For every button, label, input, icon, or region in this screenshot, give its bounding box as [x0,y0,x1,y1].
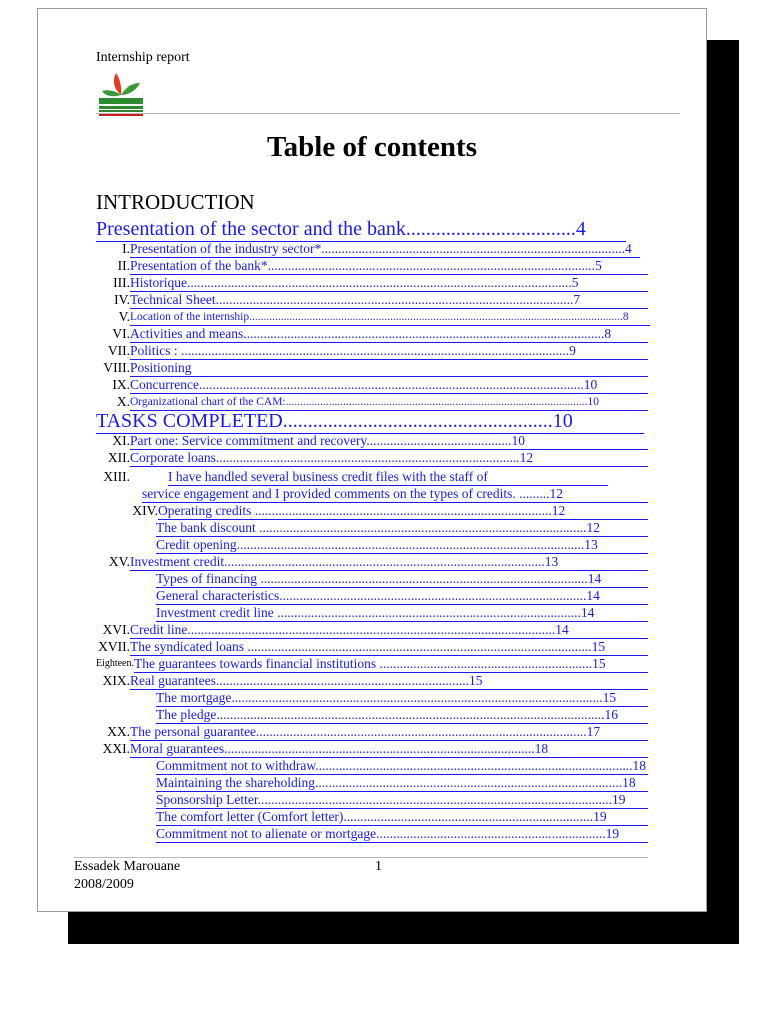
toc-entry-link[interactable]: Credit opening.......................................................................................................13 [156,537,648,554]
toc-entry-link[interactable]: Investment credit line ..........................................................................................14 [156,605,648,622]
toc-entry-link[interactable]: Politics : ...................................................................................................................9 [130,343,648,360]
toc-entry-number: VI. [112,326,130,341]
toc-entry-link[interactable]: Presentation of the sector and the bank..................................4 [96,217,626,242]
toc-entry[interactable] [38,377,706,393]
toc-entry-link[interactable]: The comfort letter (Comfort letter)..........................................................................19 [156,809,648,826]
footer-author: Essadek Marouane [74,859,181,874]
toc-entry-link[interactable]: Moral guarantees............................................................................................18 [130,741,648,758]
toc-entry[interactable] [38,639,706,655]
toc-entry[interactable] [38,537,706,553]
toc-entry-number: XIV. [132,503,158,518]
toc-entry-link[interactable]: Commitment not to withdraw..............................................................................................18 [156,758,646,773]
toc-entry-link[interactable]: The bank discount .................................................................................................12 [156,520,648,537]
toc-entry[interactable] [38,588,706,604]
toc-entry[interactable] [38,409,706,433]
toc-entry-link[interactable]: Presentation of the industry sector*..........................................................................................4 [130,241,640,258]
toc-entry-link[interactable]: Presentation of the bank*.................................................................................................5 [130,258,648,275]
document-page [37,8,707,912]
toc-entry-link[interactable]: Operating credits ........................................................................................12 [158,503,648,520]
footer-year: 2008/2009 [74,877,134,892]
toc-entry-link[interactable]: Types of financing .................................................................................................14 [156,571,648,588]
toc-entry-number: XX. [107,724,130,739]
toc-entry-number: Eighteen. [95,658,134,669]
footer-page-number: 1 [375,859,382,874]
toc-entry-link[interactable]: The syndicated loans ......................................................................................................15 [130,639,648,656]
toc-entry-number: I. [122,241,130,256]
toc-entry[interactable] [38,707,706,723]
toc-entry[interactable] [38,792,706,808]
page-title: Table of contents [267,131,477,163]
toc-entry-link[interactable]: Historique..................................................................................................................5 [130,275,648,292]
toc-entry-link[interactable]: Commitment not to alienate or mortgage....................................................................19 [156,826,648,843]
toc-entry-link[interactable]: Real guarantees...........................................................................15 [130,673,648,690]
toc-entry-link[interactable]: The mortgage..............................................................................................................15 [156,690,648,707]
toc-entry-number: IV. [114,292,130,307]
toc-entry[interactable] [38,469,706,485]
toc-entry-link[interactable]: Concurrence..................................................................................................................10 [130,377,648,394]
toc-entry[interactable] [38,326,706,342]
toc-entry-link[interactable]: Technical Sheet..........................................................................................................7 [130,292,648,309]
toc-entry[interactable] [38,826,706,842]
toc-entry[interactable] [38,775,706,791]
toc-entry[interactable] [38,292,706,308]
toc-entry[interactable] [38,690,706,706]
toc-entry-link[interactable]: Investment credit...............................................................................................13 [130,554,648,571]
toc-entry[interactable] [38,217,706,241]
toc-entry-number: XIII. [103,469,130,484]
toc-entry-number: XV. [108,554,130,569]
toc-entry[interactable] [38,309,706,325]
toc-entry[interactable] [38,394,706,410]
toc-entry[interactable] [38,673,706,689]
toc-entry-link[interactable]: TASKS COMPLETED......................................................10 [96,409,644,434]
toc-entry-number: II. [117,258,130,273]
toc-entry-link[interactable]: The pledge...................................................................................................................16 [156,707,648,724]
toc-entry-link[interactable]: Organizational chart of the CAM:.........................................................................................................10 [130,394,648,411]
toc-entry-number: IX. [112,377,130,392]
toc-entry[interactable] [38,741,706,757]
toc-entry[interactable] [38,450,706,466]
toc-entry-link[interactable]: Positioning [130,360,648,377]
toc-entry-link[interactable]: Maintaining the shareholding...........................................................................................18 [156,775,648,792]
introduction-heading: INTRODUCTION [96,190,255,214]
toc-entry-number: VII. [107,343,130,358]
toc-entry[interactable] [38,554,706,570]
toc-entry-link[interactable]: General characteristics...........................................................................................14 [156,588,648,605]
toc-entry-number: X. [116,394,130,409]
toc-entry-number: XXI. [102,741,130,756]
toc-entry-number: III. [113,275,130,290]
toc-entry-link[interactable]: Corporate loans..........................................................................................12 [130,450,648,467]
toc-entry-link[interactable]: service engagement and I provided comments on the types of credits. .........12 [142,486,648,503]
toc-entry-number: XVI. [102,622,130,637]
footer-rule [74,857,648,858]
toc-entry-link[interactable]: The guarantees towards financial institutions ...............................................................15 [134,656,648,673]
toc-entry[interactable] [38,758,706,774]
toc-entry-link[interactable]: Location of the internship..................................................................................................................................8 [130,309,650,326]
toc-entry[interactable] [38,241,706,257]
page-shadow-bottom [68,912,739,944]
toc-entry-link[interactable]: I have handled several business credit files with the staff of [168,469,608,486]
toc-entry[interactable] [38,656,706,672]
toc-entry-number: VIII. [103,360,130,375]
header-text: Internship report [96,50,190,65]
toc-entry[interactable] [38,809,706,825]
toc-entry[interactable] [38,258,706,274]
toc-entry-number: XVII. [98,639,130,654]
toc-entry[interactable] [38,343,706,359]
toc-entry[interactable] [38,433,706,449]
toc-entry[interactable] [38,622,706,638]
toc-entry[interactable] [38,724,706,740]
header-rule [96,113,680,114]
toc-entry-number: V. [118,309,130,324]
toc-entry-link[interactable]: Credit line.............................................................................................................14 [130,622,648,639]
toc-entry[interactable] [38,571,706,587]
toc-entry[interactable] [38,360,706,376]
toc-entry-link[interactable]: Activities and means...........................................................................................................8 [130,326,648,343]
toc-entry-link[interactable]: Sponsorship Letter.........................................................................................................19 [156,792,648,809]
toc-entry[interactable] [38,605,706,621]
toc-entry-number: XIX. [102,673,130,688]
page-shadow-right [707,40,739,942]
toc-entry[interactable] [38,503,706,519]
toc-entry[interactable] [38,486,706,502]
toc-entry-number: XII. [107,450,130,465]
toc-entry-link[interactable]: Part one: Service commitment and recovery...........................................10 [130,433,648,450]
toc-entry[interactable] [38,275,706,291]
toc-entry[interactable] [38,520,706,536]
toc-entry-link[interactable]: The personal guarantee..................................................................................................17 [130,724,648,741]
toc-entry-number: XI. [112,433,130,448]
